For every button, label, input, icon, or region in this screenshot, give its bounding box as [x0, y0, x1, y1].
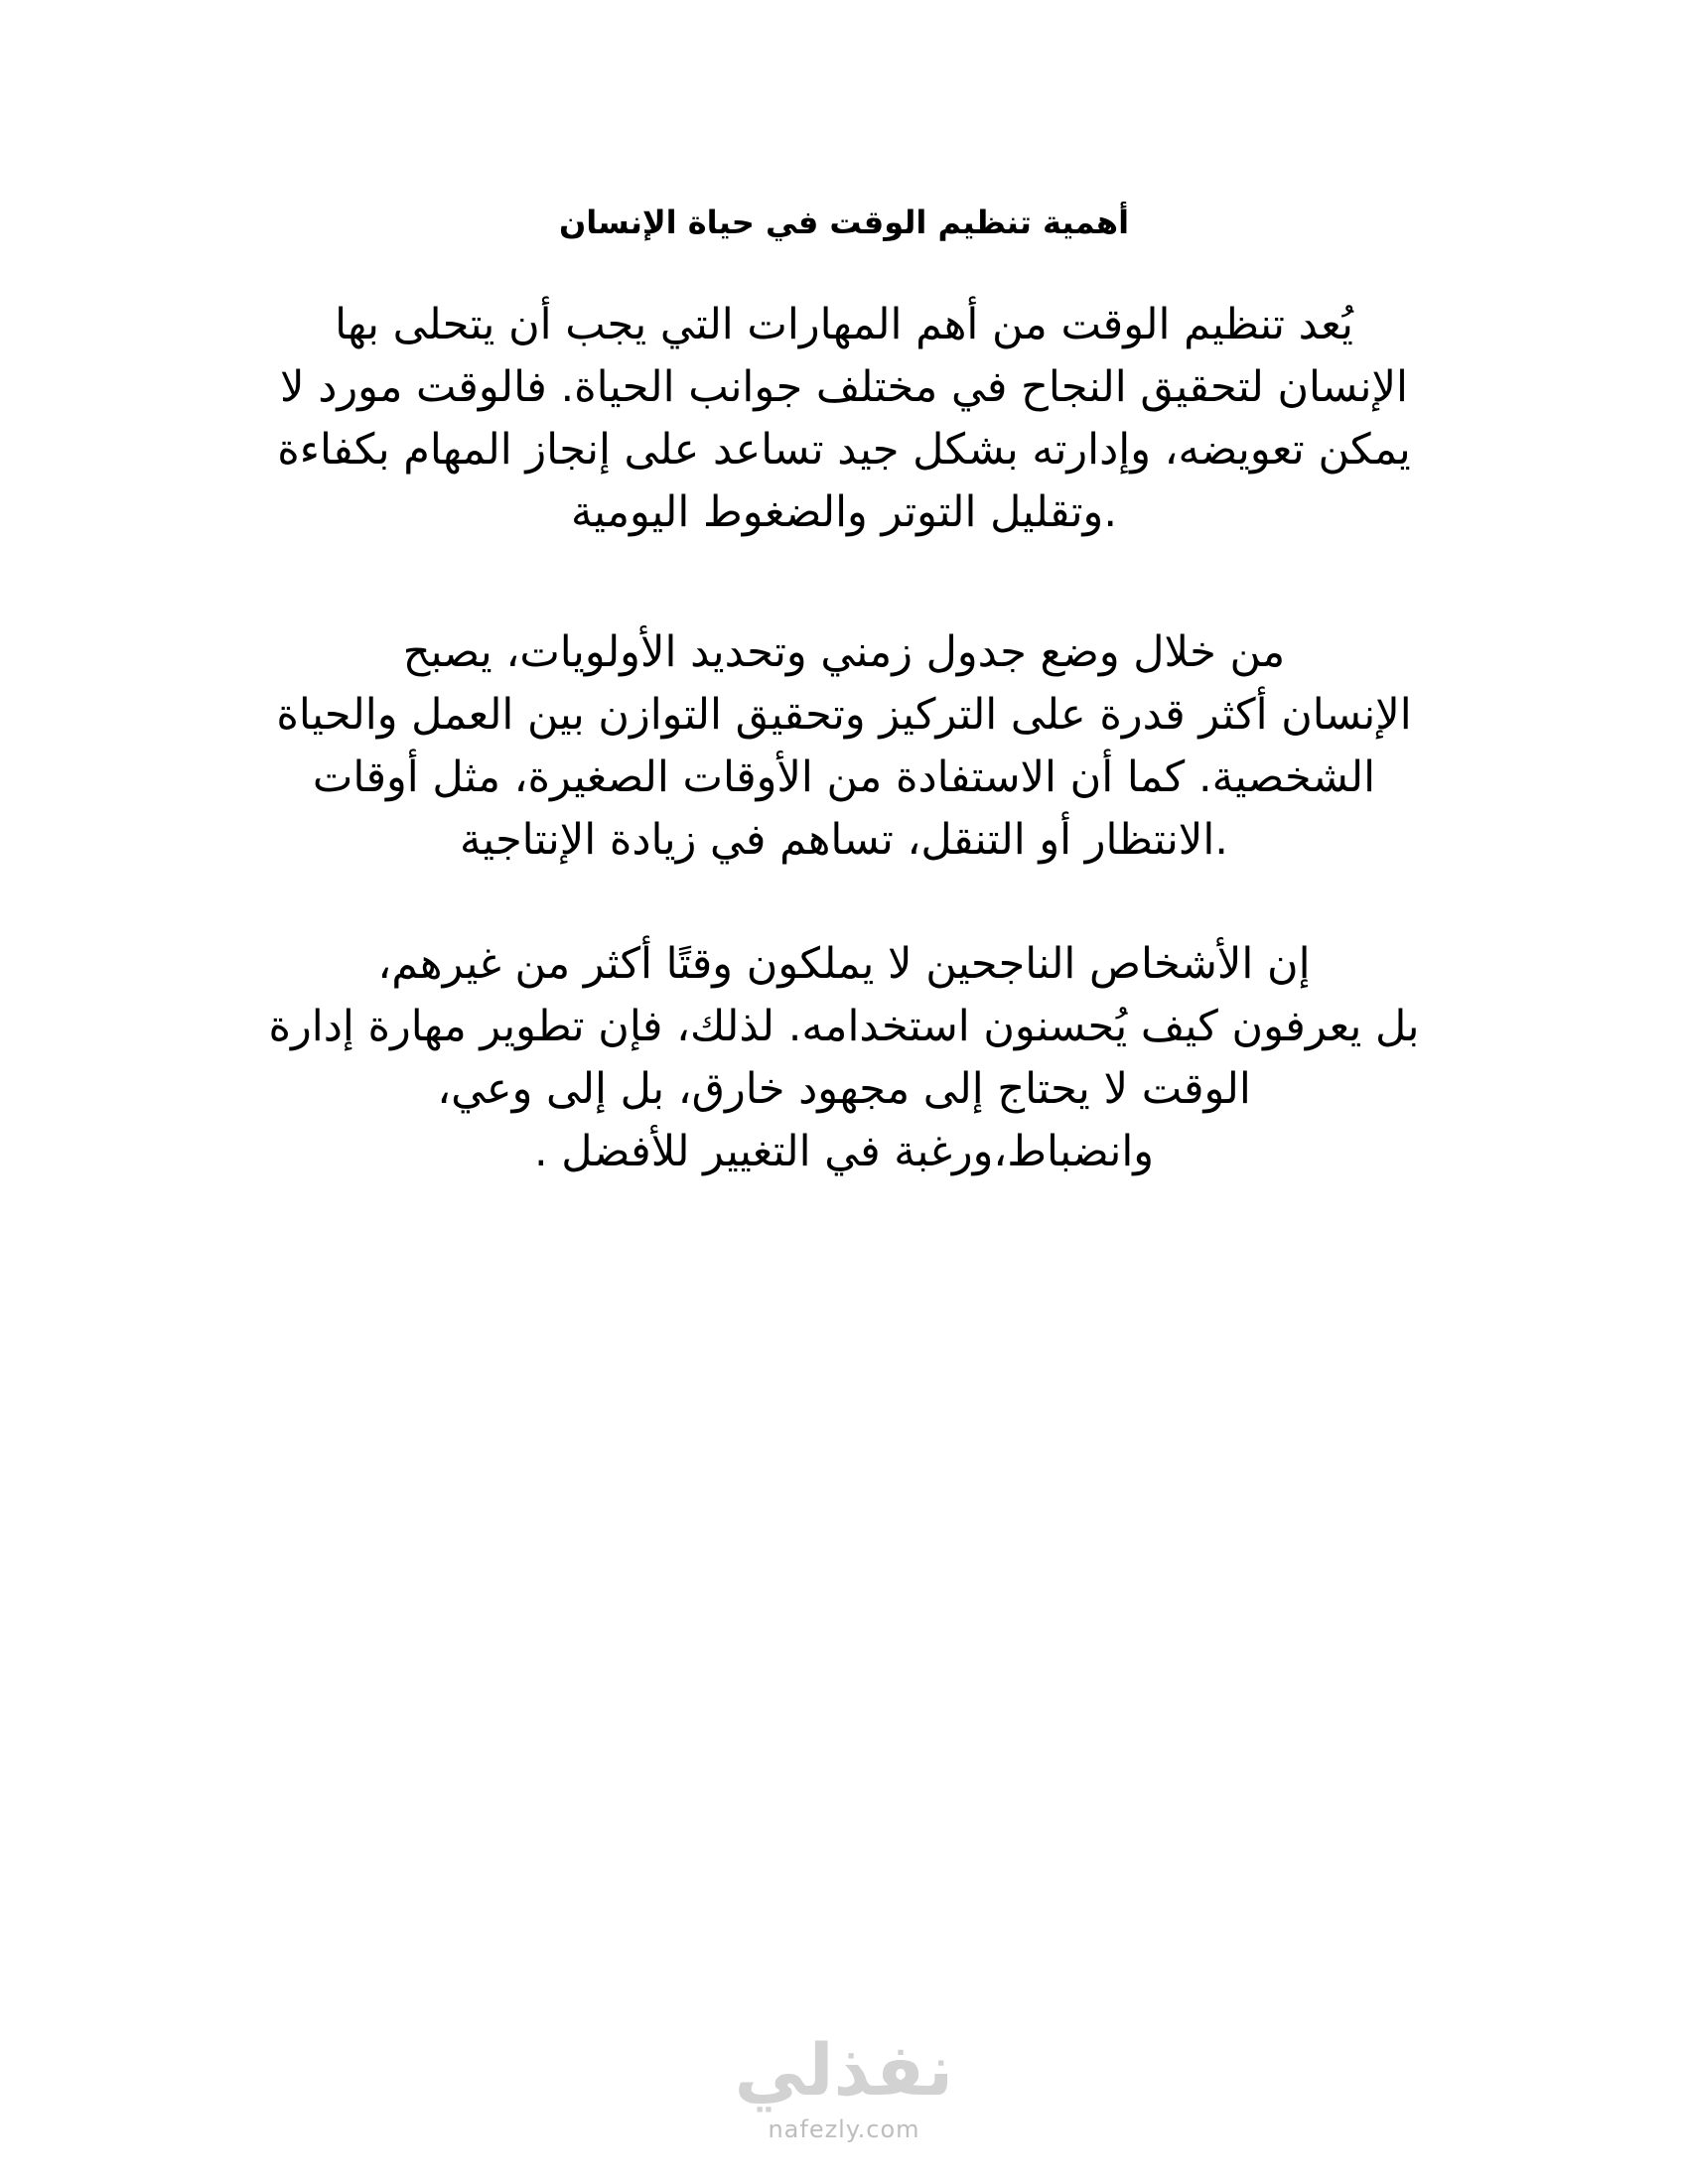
paragraph-line: الشخصية. كما أن الاستفادة من الأوقات الصغيرة، مثل أوقات: [312, 752, 1376, 802]
paragraph-line: .الانتظار أو التنقل، تساهم في زيادة الإنتاجية: [460, 815, 1228, 865]
paragraph-line: يمكن تعويضه، وإدارته بشكل جيد تساعد على إنجاز المهام بكفاءة: [277, 425, 1411, 475]
paragraph-line: .وتقليل التوتر والضغوط اليومية: [571, 487, 1117, 537]
paragraph-line: إن الأشخاص الناجحين لا يملكون وقتًا أكثر من غيرهم،: [377, 939, 1311, 989]
paragraph-line: الإنسان لتحقيق النجاح في مختلف جوانب الحياة. فالوقت مورد لا: [280, 362, 1408, 412]
paragraph-1: [199, 294, 1489, 544]
watermark-logo: نفذلي: [734, 2028, 953, 2112]
paragraph-line: الوقت لا يحتاج إلى مجهود خارق، بل إلى وعي،: [437, 1064, 1251, 1114]
document-title: أهمية تنظيم الوقت في حياة الإنسان: [558, 204, 1130, 241]
watermark-url: nafezly.com: [768, 2116, 920, 2143]
nafezly-watermark: [735, 2025, 953, 2164]
paragraph-3: [199, 933, 1489, 1183]
paragraph-line: من خلال وضع جدول زمني وتحديد الأولويات، يصبح: [402, 627, 1286, 677]
paragraph-line: وانضباط،ورغبة في التغيير للأفضل .: [533, 1127, 1155, 1176]
paragraph-2: [199, 621, 1489, 872]
paragraph-line: بل يعرفون كيف يُحسنون استخدامه. لذلك، فإن تطوير مهارة إدارة: [268, 1002, 1420, 1051]
paragraph-line: يُعد تنظيم الوقت من أهم المهارات التي يجب أن يتحلى بها: [335, 300, 1353, 349]
paragraph-line: الإنسان أكثر قدرة على التركيز وتحقيق التوازن بين العمل والحياة: [276, 690, 1412, 740]
